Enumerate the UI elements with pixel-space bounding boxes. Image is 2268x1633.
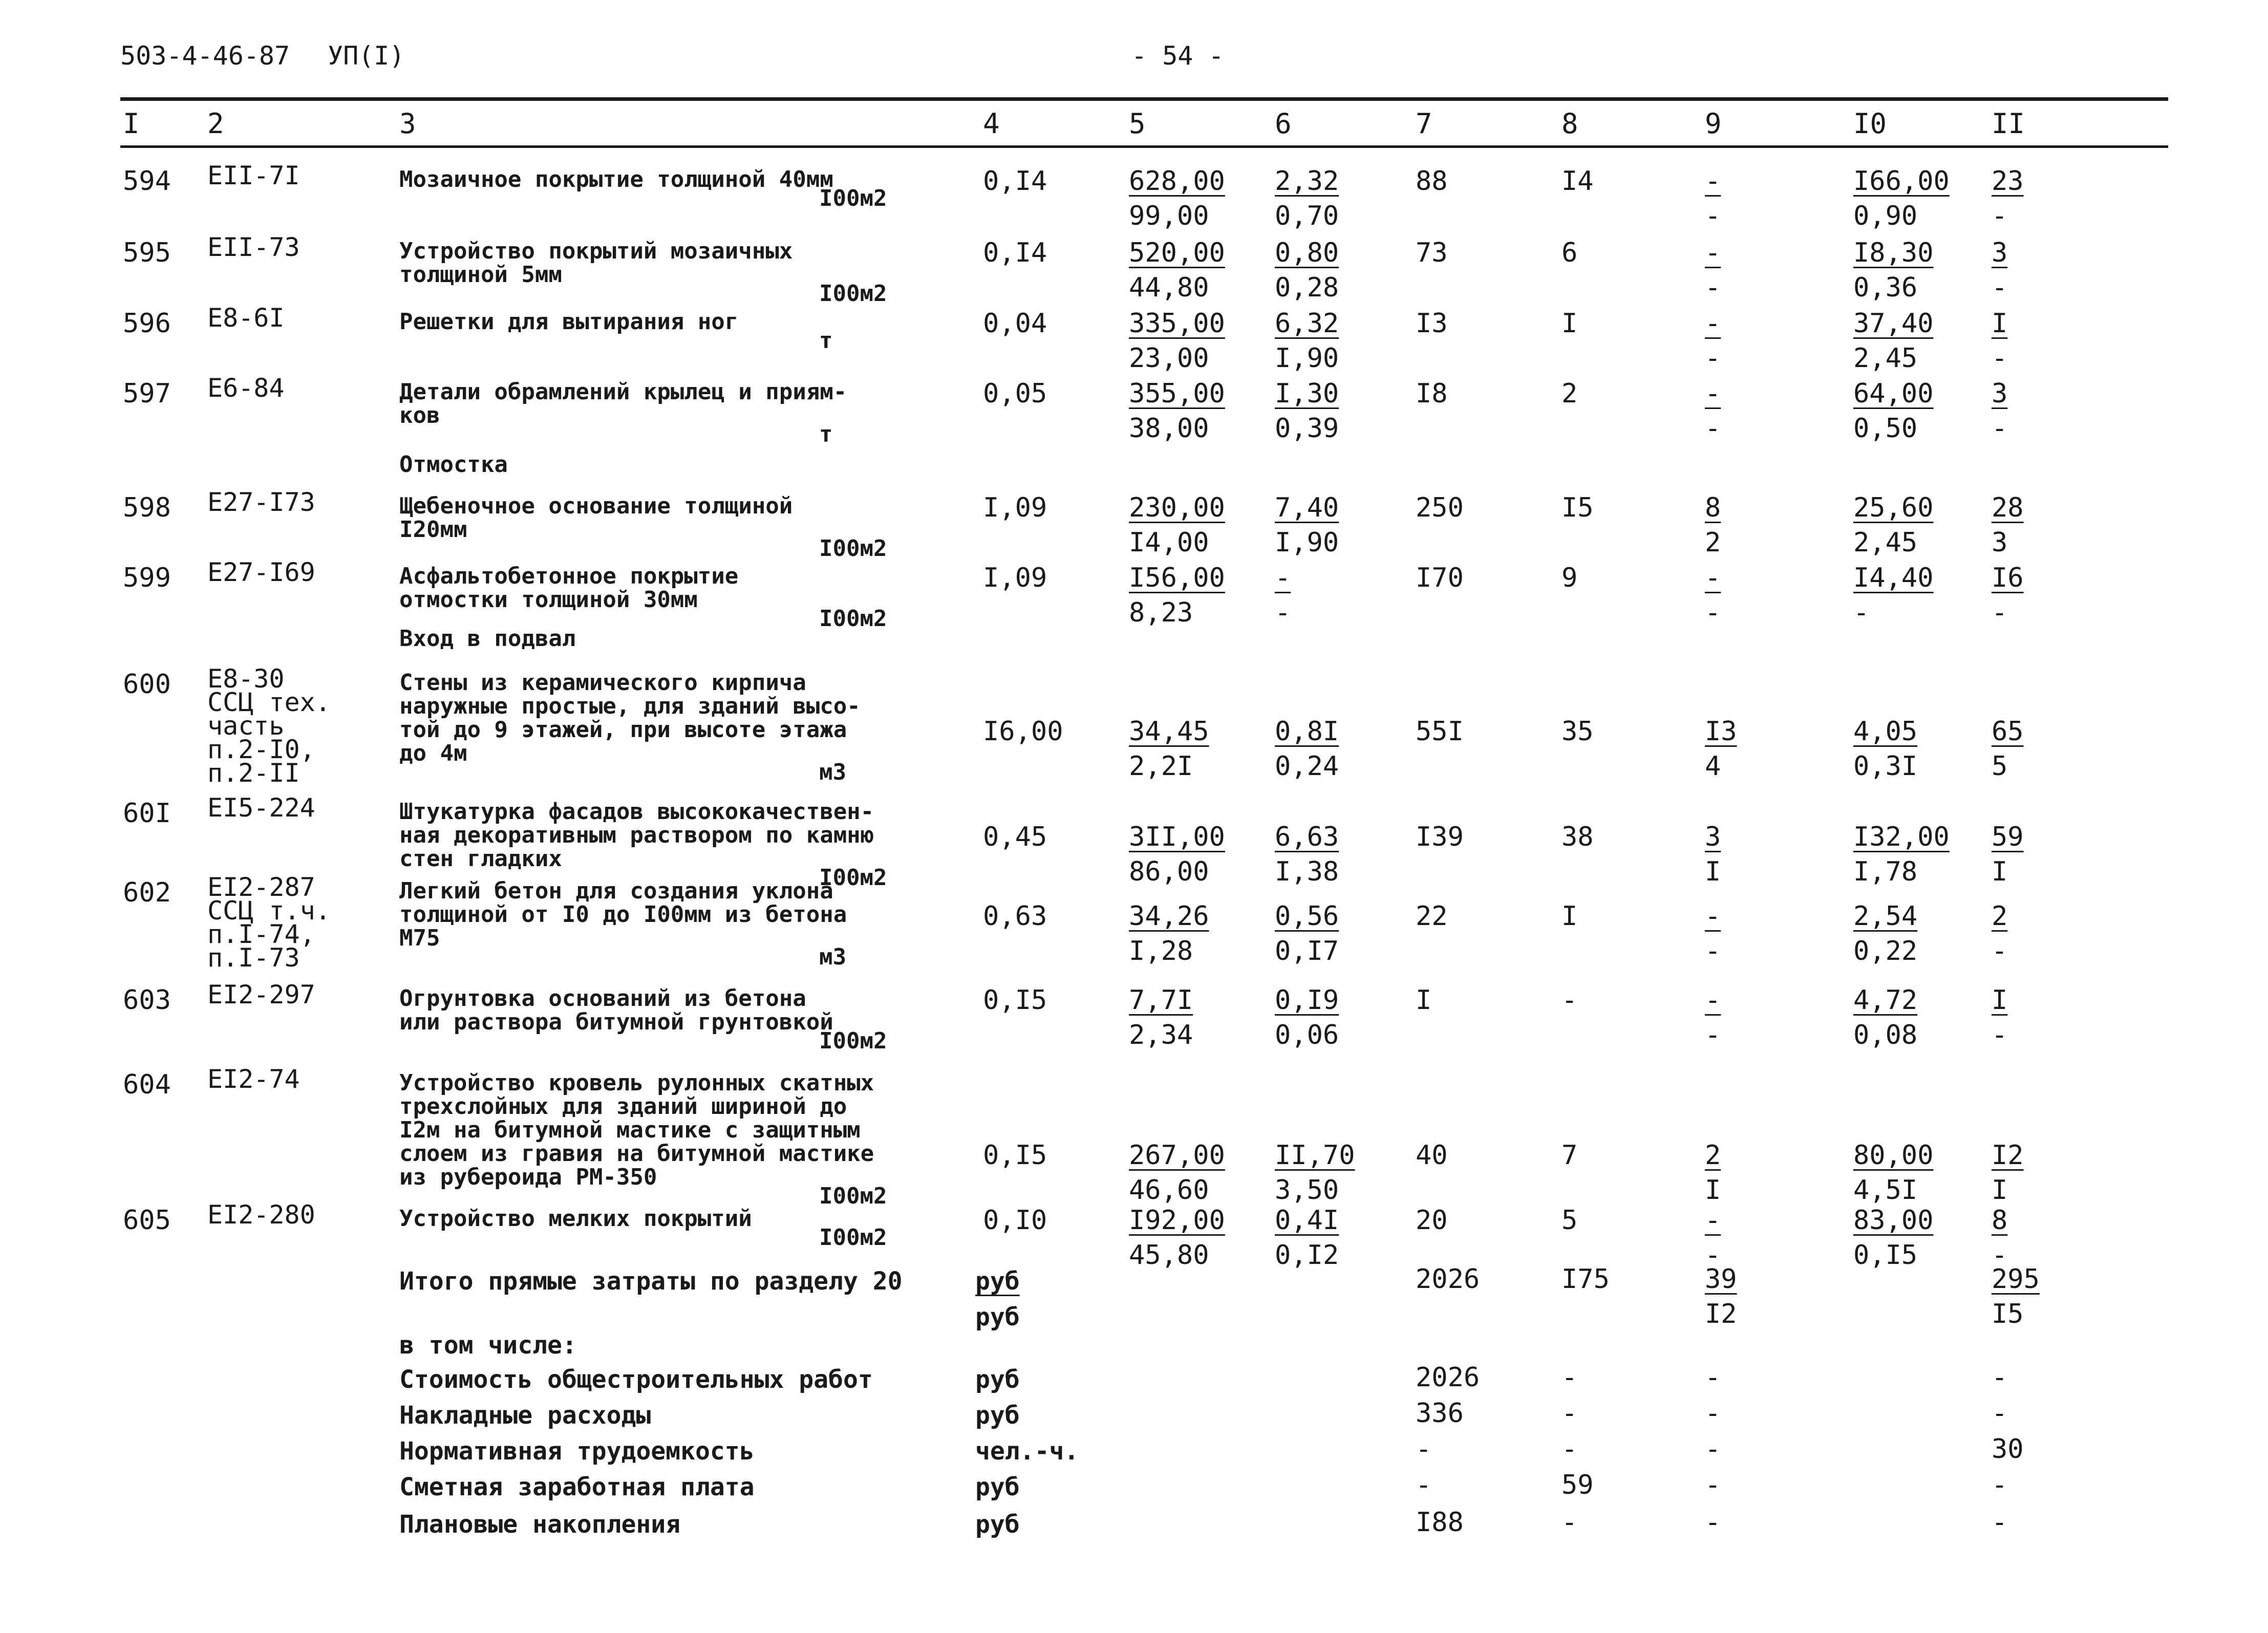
labor-hours-unit-top: I4,40 bbox=[1853, 563, 1934, 593]
breakdown-labor: - bbox=[1992, 1398, 2008, 1429]
rate-code: EI2-287 ССЦ т.ч. п.I-74, п.I-73 bbox=[207, 872, 331, 973]
quantity: 0,I5 bbox=[983, 1140, 1047, 1171]
table-row bbox=[0, 980, 2268, 1054]
total-cost: 20 bbox=[1416, 1205, 1448, 1236]
machine-cost-bottom: - bbox=[1705, 1020, 1721, 1050]
total-cost: 250 bbox=[1416, 492, 1464, 523]
work-description: Огрунтовка оснований из бетона или раствора битумной грунтовкой bbox=[399, 985, 833, 1035]
unit-cost-bottom: 86,00 bbox=[1129, 856, 1209, 887]
breakdown-wage: - bbox=[1561, 1434, 1578, 1465]
total-cost: 73 bbox=[1416, 238, 1448, 268]
column-header-8: 8 bbox=[1561, 108, 1578, 140]
unit-of-measure: I00м2 bbox=[819, 535, 887, 562]
unit-cost-bottom: 8,23 bbox=[1129, 597, 1193, 628]
unit-cost-top: 335,00 bbox=[1129, 308, 1225, 339]
total-cost: 55I bbox=[1416, 716, 1464, 747]
total-cost: I3 bbox=[1416, 308, 1448, 339]
totals-breakdown-row bbox=[0, 1362, 2268, 1394]
labor-hours-unit-top: I8,30 bbox=[1853, 238, 1934, 268]
machine-cost-bottom: 4 bbox=[1705, 751, 1721, 782]
totals-unit-bottom: руб bbox=[975, 1303, 1020, 1331]
labor-hours-unit-bottom: I,78 bbox=[1853, 856, 1918, 887]
total-cost: 88 bbox=[1416, 166, 1448, 197]
labor-hours-total-bottom: I bbox=[1992, 856, 2008, 887]
item-number: 596 bbox=[123, 308, 171, 339]
table-row bbox=[0, 557, 2268, 632]
work-description: Детали обрамлений крылец и приям- ков bbox=[399, 379, 847, 428]
machine-cost-top: - bbox=[1705, 563, 1721, 593]
breakdown-cost: I88 bbox=[1416, 1507, 1464, 1538]
rate-code: EI2-280 bbox=[207, 1200, 315, 1230]
unit-wage-top: I,30 bbox=[1275, 378, 1339, 409]
unit-wage-top: 0,8I bbox=[1275, 716, 1339, 747]
labor-hours-unit-top: 4,05 bbox=[1853, 716, 1918, 747]
unit-wage-bottom: I,90 bbox=[1275, 343, 1339, 374]
rate-code: E27-I69 bbox=[207, 557, 315, 587]
machine-cost-top: 3 bbox=[1705, 822, 1721, 852]
item-number: 605 bbox=[123, 1205, 171, 1236]
labor-hours-total-bottom: - bbox=[1992, 201, 2008, 231]
column-header-9: 9 bbox=[1705, 108, 1722, 140]
breakdown-label: Стоимость общестроительных работ bbox=[399, 1365, 873, 1394]
breakdown-cost: 2026 bbox=[1416, 1362, 1480, 1393]
breakdown-cost: 336 bbox=[1416, 1398, 1464, 1429]
unit-wage-bottom: 0,39 bbox=[1275, 413, 1339, 444]
breakdown-labor: - bbox=[1992, 1362, 2008, 1393]
totals-breakdown-row bbox=[0, 1507, 2268, 1539]
labor-hours-total-top: 3 bbox=[1992, 378, 2008, 409]
machine-cost-top: - bbox=[1705, 166, 1721, 197]
totals-unit-top: руб bbox=[975, 1267, 1020, 1296]
machine-cost-bottom: - bbox=[1705, 201, 1721, 231]
breakdown-label: Сметная заработная плата bbox=[399, 1473, 755, 1501]
machine-cost-bottom: - bbox=[1705, 272, 1721, 303]
unit-wage-bottom: 3,50 bbox=[1275, 1175, 1339, 1206]
unit-cost-top: I56,00 bbox=[1129, 563, 1225, 593]
unit-wage-top: 0,56 bbox=[1275, 901, 1339, 932]
table-row bbox=[0, 1200, 2268, 1271]
work-description: Устройство кровель рулонных скатных трехслойных для зданий шириной до I2м на битумной мастике с защитным слоем из гравия на битумной мастике из рубероида РМ-350 bbox=[399, 1070, 874, 1190]
breakdown-machine: - bbox=[1705, 1470, 1721, 1500]
machine-cost-bottom: - bbox=[1705, 597, 1721, 628]
unit-cost-bottom: 44,80 bbox=[1129, 272, 1209, 303]
unit-of-measure: м3 bbox=[819, 944, 846, 970]
unit-of-measure: I00м2 bbox=[819, 865, 887, 891]
quantity: 0,04 bbox=[983, 308, 1047, 339]
total-wage: 9 bbox=[1561, 563, 1578, 593]
machine-cost-top: - bbox=[1705, 308, 1721, 339]
unit-of-measure: I00м2 bbox=[819, 606, 887, 632]
unit-wage-top: 6,32 bbox=[1275, 308, 1339, 339]
unit-wage-top: - bbox=[1275, 563, 1291, 593]
breakdown-labor: 30 bbox=[1992, 1434, 2024, 1465]
rate-code: E27-I73 bbox=[207, 487, 315, 517]
unit-wage-bottom: 0,28 bbox=[1275, 272, 1339, 303]
quantity: 0,05 bbox=[983, 378, 1047, 409]
labor-hours-total-bottom: - bbox=[1992, 1020, 2008, 1050]
labor-hours-total-bottom: - bbox=[1992, 343, 2008, 374]
total-wage: I5 bbox=[1561, 492, 1594, 523]
unit-cost-top: 230,00 bbox=[1129, 492, 1225, 523]
unit-wage-top: 0,I9 bbox=[1275, 985, 1339, 1016]
breakdown-labor: - bbox=[1992, 1470, 2008, 1500]
unit-of-measure: I00м2 bbox=[819, 1224, 887, 1251]
labor-hours-total-top: 2 bbox=[1992, 901, 2008, 932]
table-row bbox=[0, 161, 2268, 231]
column-header-5: 5 bbox=[1129, 108, 1146, 140]
quantity: 0,I4 bbox=[983, 166, 1047, 197]
machine-cost-bottom: - bbox=[1705, 936, 1721, 966]
unit-cost-bottom: 23,00 bbox=[1129, 343, 1209, 374]
section-subheading: Отмостка bbox=[399, 452, 508, 478]
total-wage: I4 bbox=[1561, 166, 1594, 197]
totals-cost: 2026 bbox=[1416, 1264, 1480, 1295]
unit-wage-bottom: 0,70 bbox=[1275, 201, 1339, 231]
total-wage: 35 bbox=[1561, 716, 1594, 747]
breakdown-wage: - bbox=[1561, 1507, 1578, 1538]
labor-hours-unit-top: 64,00 bbox=[1853, 378, 1934, 409]
breakdown-machine: - bbox=[1705, 1434, 1721, 1465]
unit-cost-top: 355,00 bbox=[1129, 378, 1225, 409]
labor-hours-unit-bottom: - bbox=[1853, 597, 1870, 628]
labor-hours-unit-top: 80,00 bbox=[1853, 1140, 1934, 1171]
labor-hours-unit-bottom: 2,45 bbox=[1853, 343, 1918, 374]
rate-code: EI2-297 bbox=[207, 980, 315, 1009]
totals-wage: I75 bbox=[1561, 1264, 1610, 1295]
machine-cost-top: - bbox=[1705, 378, 1721, 409]
item-number: 604 bbox=[123, 1069, 171, 1100]
item-number: 599 bbox=[123, 563, 171, 593]
labor-hours-unit-bottom: 0,22 bbox=[1853, 936, 1918, 966]
total-wage: I bbox=[1561, 901, 1578, 932]
total-cost: I bbox=[1416, 985, 1432, 1016]
labor-hours-total-bottom: - bbox=[1992, 597, 2008, 628]
unit-wage-bottom: 0,24 bbox=[1275, 751, 1339, 782]
unit-cost-top: 7,7I bbox=[1129, 985, 1193, 1016]
machine-cost-bottom: I bbox=[1705, 856, 1721, 887]
breakdown-unit: руб bbox=[975, 1401, 1020, 1430]
total-wage: - bbox=[1561, 985, 1578, 1016]
machine-cost-top: 8 bbox=[1705, 492, 1721, 523]
labor-hours-unit-bottom: 0,08 bbox=[1853, 1020, 1918, 1050]
labor-hours-unit-top: 25,60 bbox=[1853, 492, 1934, 523]
rate-code: E6-84 bbox=[207, 373, 285, 403]
machine-cost-bottom: - bbox=[1705, 343, 1721, 374]
work-description: Щебеночное основание толщиной I20мм bbox=[399, 493, 793, 543]
unit-wage-top: 7,40 bbox=[1275, 492, 1339, 523]
unit-cost-bottom: 45,80 bbox=[1129, 1240, 1209, 1271]
machine-cost-top: - bbox=[1705, 901, 1721, 932]
item-number: 603 bbox=[123, 985, 171, 1016]
unit-cost-top: 34,26 bbox=[1129, 901, 1209, 932]
total-wage: I bbox=[1561, 308, 1578, 339]
labor-hours-unit-top: 37,40 bbox=[1853, 308, 1934, 339]
table-row bbox=[0, 232, 2268, 307]
item-number: 600 bbox=[123, 669, 171, 700]
rate-code: EII-73 bbox=[207, 232, 300, 262]
unit-cost-bottom: 2,34 bbox=[1129, 1020, 1193, 1050]
unit-cost-bottom: I,28 bbox=[1129, 936, 1193, 966]
quantity: I,09 bbox=[983, 492, 1047, 523]
including-label: в том числе: bbox=[399, 1331, 577, 1360]
unit-cost-bottom: 46,60 bbox=[1129, 1175, 1209, 1206]
work-description: Устройство мелких покрытий bbox=[399, 1206, 752, 1232]
total-wage: 6 bbox=[1561, 238, 1578, 268]
breakdown-unit: чел.-ч. bbox=[975, 1437, 1079, 1466]
item-number: 595 bbox=[123, 238, 171, 268]
work-description: Устройство покрытий мозаичных толщиной 5мм bbox=[399, 238, 793, 288]
machine-cost-top: - bbox=[1705, 1205, 1721, 1236]
labor-hours-unit-top: 83,00 bbox=[1853, 1205, 1934, 1236]
rate-code: EII-7I bbox=[207, 161, 300, 190]
breakdown-label: Накладные расходы bbox=[399, 1401, 651, 1430]
machine-cost-top: - bbox=[1705, 985, 1721, 1016]
quantity: 0,I4 bbox=[983, 238, 1047, 268]
work-description: Асфальтобетонное покрытие отмостки толщиной 30мм bbox=[399, 563, 739, 613]
total-cost: 22 bbox=[1416, 901, 1448, 932]
unit-wage-top: 6,63 bbox=[1275, 822, 1339, 852]
totals-machine-top: 39 bbox=[1705, 1264, 1737, 1295]
unit-cost-top: 267,00 bbox=[1129, 1140, 1225, 1171]
item-number: 598 bbox=[123, 492, 171, 523]
machine-cost-bottom: I bbox=[1705, 1175, 1721, 1206]
quantity: 0,45 bbox=[983, 822, 1047, 852]
rate-code: E8-6I bbox=[207, 303, 285, 333]
column-header-4: 4 bbox=[983, 108, 1000, 140]
totals-machine-bottom: I2 bbox=[1705, 1299, 1737, 1329]
totals-labor-bottom: I5 bbox=[1992, 1299, 2024, 1329]
work-description: Легкий бетон для создания уклона толщиной от I0 до I00мм из бетона М75 bbox=[399, 878, 847, 951]
unit-cost-top: I92,00 bbox=[1129, 1205, 1225, 1236]
column-header-2: 2 bbox=[207, 108, 224, 140]
total-cost: I70 bbox=[1416, 563, 1464, 593]
rate-code: E8-30 ССЦ тех. часть п.2-I0, п.2-II bbox=[207, 664, 331, 788]
item-number: 602 bbox=[123, 877, 171, 908]
labor-hours-total-bottom: - bbox=[1992, 272, 2008, 303]
labor-hours-total-bottom: I bbox=[1992, 1175, 2008, 1206]
table-row bbox=[0, 303, 2268, 374]
unit-of-measure: м3 bbox=[819, 759, 846, 785]
work-description: Стены из керамического кирпича наружные простые, для зданий высо- той до 9 этажей, при высоте этажа до 4м bbox=[399, 670, 861, 766]
unit-wage-top: 0,4I bbox=[1275, 1205, 1339, 1236]
unit-of-measure: т bbox=[819, 328, 833, 354]
column-header-10: I0 bbox=[1853, 108, 1887, 140]
labor-hours-total-top: 23 bbox=[1992, 166, 2024, 197]
unit-cost-bottom: I4,00 bbox=[1129, 527, 1209, 558]
item-number: 597 bbox=[123, 378, 171, 409]
breakdown-cost: - bbox=[1416, 1470, 1432, 1500]
unit-wage-bottom: I,90 bbox=[1275, 527, 1339, 558]
labor-hours-unit-top: 2,54 bbox=[1853, 901, 1918, 932]
unit-cost-top: 3II,00 bbox=[1129, 822, 1225, 852]
item-number: 594 bbox=[123, 166, 171, 197]
work-description: Штукатурка фасадов высококачествен- ная декоративным раствором по камню стен гладких bbox=[399, 799, 874, 872]
total-wage: 2 bbox=[1561, 378, 1578, 409]
labor-hours-total-bottom: - bbox=[1992, 936, 2008, 966]
unit-of-measure: I00м2 bbox=[819, 1028, 887, 1054]
breakdown-machine: - bbox=[1705, 1398, 1721, 1429]
table-row bbox=[0, 373, 2268, 447]
totals-label: Итого прямые затраты по разделу 20 bbox=[399, 1267, 903, 1296]
total-cost: I39 bbox=[1416, 822, 1464, 852]
machine-cost-top: - bbox=[1705, 238, 1721, 268]
work-description: Мозаичное покрытие толщиной 40мм bbox=[399, 166, 833, 192]
breakdown-cost: - bbox=[1416, 1434, 1432, 1465]
unit-wage-top: II,70 bbox=[1275, 1140, 1355, 1171]
labor-hours-unit-bottom: 4,5I bbox=[1853, 1175, 1918, 1206]
labor-hours-total-top: I2 bbox=[1992, 1140, 2024, 1171]
labor-hours-total-top: I6 bbox=[1992, 563, 2024, 593]
rate-code: EI2-74 bbox=[207, 1064, 300, 1094]
total-cost: I8 bbox=[1416, 378, 1448, 409]
item-number: 60I bbox=[123, 798, 171, 829]
labor-hours-unit-top: I66,00 bbox=[1853, 166, 1950, 197]
unit-cost-top: 520,00 bbox=[1129, 238, 1225, 268]
machine-cost-top: I3 bbox=[1705, 716, 1737, 747]
column-header-6: 6 bbox=[1275, 108, 1292, 140]
unit-cost-bottom: 2,2I bbox=[1129, 751, 1193, 782]
labor-hours-unit-bottom: 0,90 bbox=[1853, 201, 1918, 231]
album-code: УП(I) bbox=[328, 41, 405, 71]
breakdown-wage: - bbox=[1561, 1362, 1578, 1393]
unit-of-measure: I00м2 bbox=[819, 281, 887, 307]
labor-hours-total-top: 8 bbox=[1992, 1205, 2008, 1236]
labor-hours-total-bottom: - bbox=[1992, 413, 2008, 444]
labor-hours-unit-bottom: 0,36 bbox=[1853, 272, 1918, 303]
unit-cost-top: 34,45 bbox=[1129, 716, 1209, 747]
machine-cost-top: 2 bbox=[1705, 1140, 1721, 1171]
machine-cost-bottom: 2 bbox=[1705, 527, 1721, 558]
unit-cost-bottom: 38,00 bbox=[1129, 413, 1209, 444]
quantity: 0,I5 bbox=[983, 985, 1047, 1016]
breakdown-wage: - bbox=[1561, 1398, 1578, 1429]
doc-code: 503-4-46-87 bbox=[120, 41, 290, 71]
labor-hours-unit-top: I32,00 bbox=[1853, 822, 1950, 852]
labor-hours-unit-bottom: 0,I5 bbox=[1853, 1240, 1918, 1271]
unit-of-measure: I00м2 bbox=[819, 1183, 887, 1209]
breakdown-machine: - bbox=[1705, 1362, 1721, 1393]
totals-breakdown-row bbox=[0, 1398, 2268, 1430]
unit-wage-bottom: 0,06 bbox=[1275, 1020, 1339, 1050]
rate-code: EI5-224 bbox=[207, 793, 315, 823]
total-wage: 38 bbox=[1561, 822, 1594, 852]
labor-hours-unit-bottom: 0,50 bbox=[1853, 413, 1918, 444]
totals-breakdown-row bbox=[0, 1470, 2268, 1501]
unit-of-measure: I00м2 bbox=[819, 185, 887, 211]
section-subheading: Вход в подвал bbox=[399, 626, 576, 652]
labor-hours-total-top: 28 bbox=[1992, 492, 2024, 523]
work-description: Решетки для вытирания ног bbox=[399, 309, 739, 335]
machine-cost-bottom: - bbox=[1705, 413, 1721, 444]
labor-hours-total-top: 59 bbox=[1992, 822, 2024, 852]
unit-wage-bottom: - bbox=[1275, 597, 1291, 628]
labor-hours-total-bottom: - bbox=[1992, 1240, 2008, 1271]
quantity: 0,I0 bbox=[983, 1205, 1047, 1236]
labor-hours-total-bottom: 3 bbox=[1992, 527, 2008, 558]
labor-hours-unit-bottom: 0,3I bbox=[1853, 751, 1918, 782]
column-header-11: II bbox=[1992, 108, 2025, 140]
quantity: 0,63 bbox=[983, 901, 1047, 932]
labor-hours-unit-top: 4,72 bbox=[1853, 985, 1918, 1016]
quantity: I,09 bbox=[983, 563, 1047, 593]
page-number: - 54 - bbox=[1131, 41, 1224, 71]
labor-hours-total-top: I bbox=[1992, 985, 2008, 1016]
breakdown-machine: - bbox=[1705, 1507, 1721, 1538]
totals-labor-top: 295 bbox=[1992, 1264, 2040, 1295]
breakdown-unit: руб bbox=[975, 1365, 1020, 1394]
labor-hours-total-top: I bbox=[1992, 308, 2008, 339]
quantity: I6,00 bbox=[983, 716, 1063, 747]
breakdown-unit: руб bbox=[975, 1510, 1020, 1539]
unit-cost-top: 628,00 bbox=[1129, 166, 1225, 197]
unit-wage-bottom: 0,I2 bbox=[1275, 1240, 1339, 1271]
total-wage: 5 bbox=[1561, 1205, 1578, 1236]
table-row bbox=[0, 664, 2268, 788]
machine-cost-bottom: - bbox=[1705, 1240, 1721, 1271]
unit-wage-top: 2,32 bbox=[1275, 166, 1339, 197]
breakdown-label: Плановые накопления bbox=[399, 1510, 681, 1539]
breakdown-label: Нормативная трудоемкость bbox=[399, 1437, 755, 1466]
column-header-1: I bbox=[123, 108, 140, 140]
unit-wage-top: 0,80 bbox=[1275, 238, 1339, 268]
total-wage: 7 bbox=[1561, 1140, 1578, 1171]
labor-hours-total-top: 65 bbox=[1992, 716, 2024, 747]
unit-of-measure: т bbox=[819, 421, 833, 447]
total-cost: 40 bbox=[1416, 1140, 1448, 1171]
labor-hours-unit-bottom: 2,45 bbox=[1853, 527, 1918, 558]
labor-hours-total-top: 3 bbox=[1992, 238, 2008, 268]
labor-hours-total-bottom: 5 bbox=[1992, 751, 2008, 782]
unit-cost-bottom: 99,00 bbox=[1129, 201, 1209, 231]
table-row bbox=[0, 487, 2268, 562]
breakdown-wage: 59 bbox=[1561, 1470, 1594, 1500]
totals-breakdown-row bbox=[0, 1434, 2268, 1466]
table-row bbox=[0, 793, 2268, 891]
breakdown-unit: руб bbox=[975, 1473, 1020, 1501]
column-header-7: 7 bbox=[1416, 108, 1432, 140]
breakdown-labor: - bbox=[1992, 1507, 2008, 1538]
unit-wage-bottom: I,38 bbox=[1275, 856, 1339, 887]
column-header-3: 3 bbox=[399, 108, 416, 140]
table-row bbox=[0, 1064, 2268, 1209]
unit-wage-bottom: 0,I7 bbox=[1275, 936, 1339, 966]
